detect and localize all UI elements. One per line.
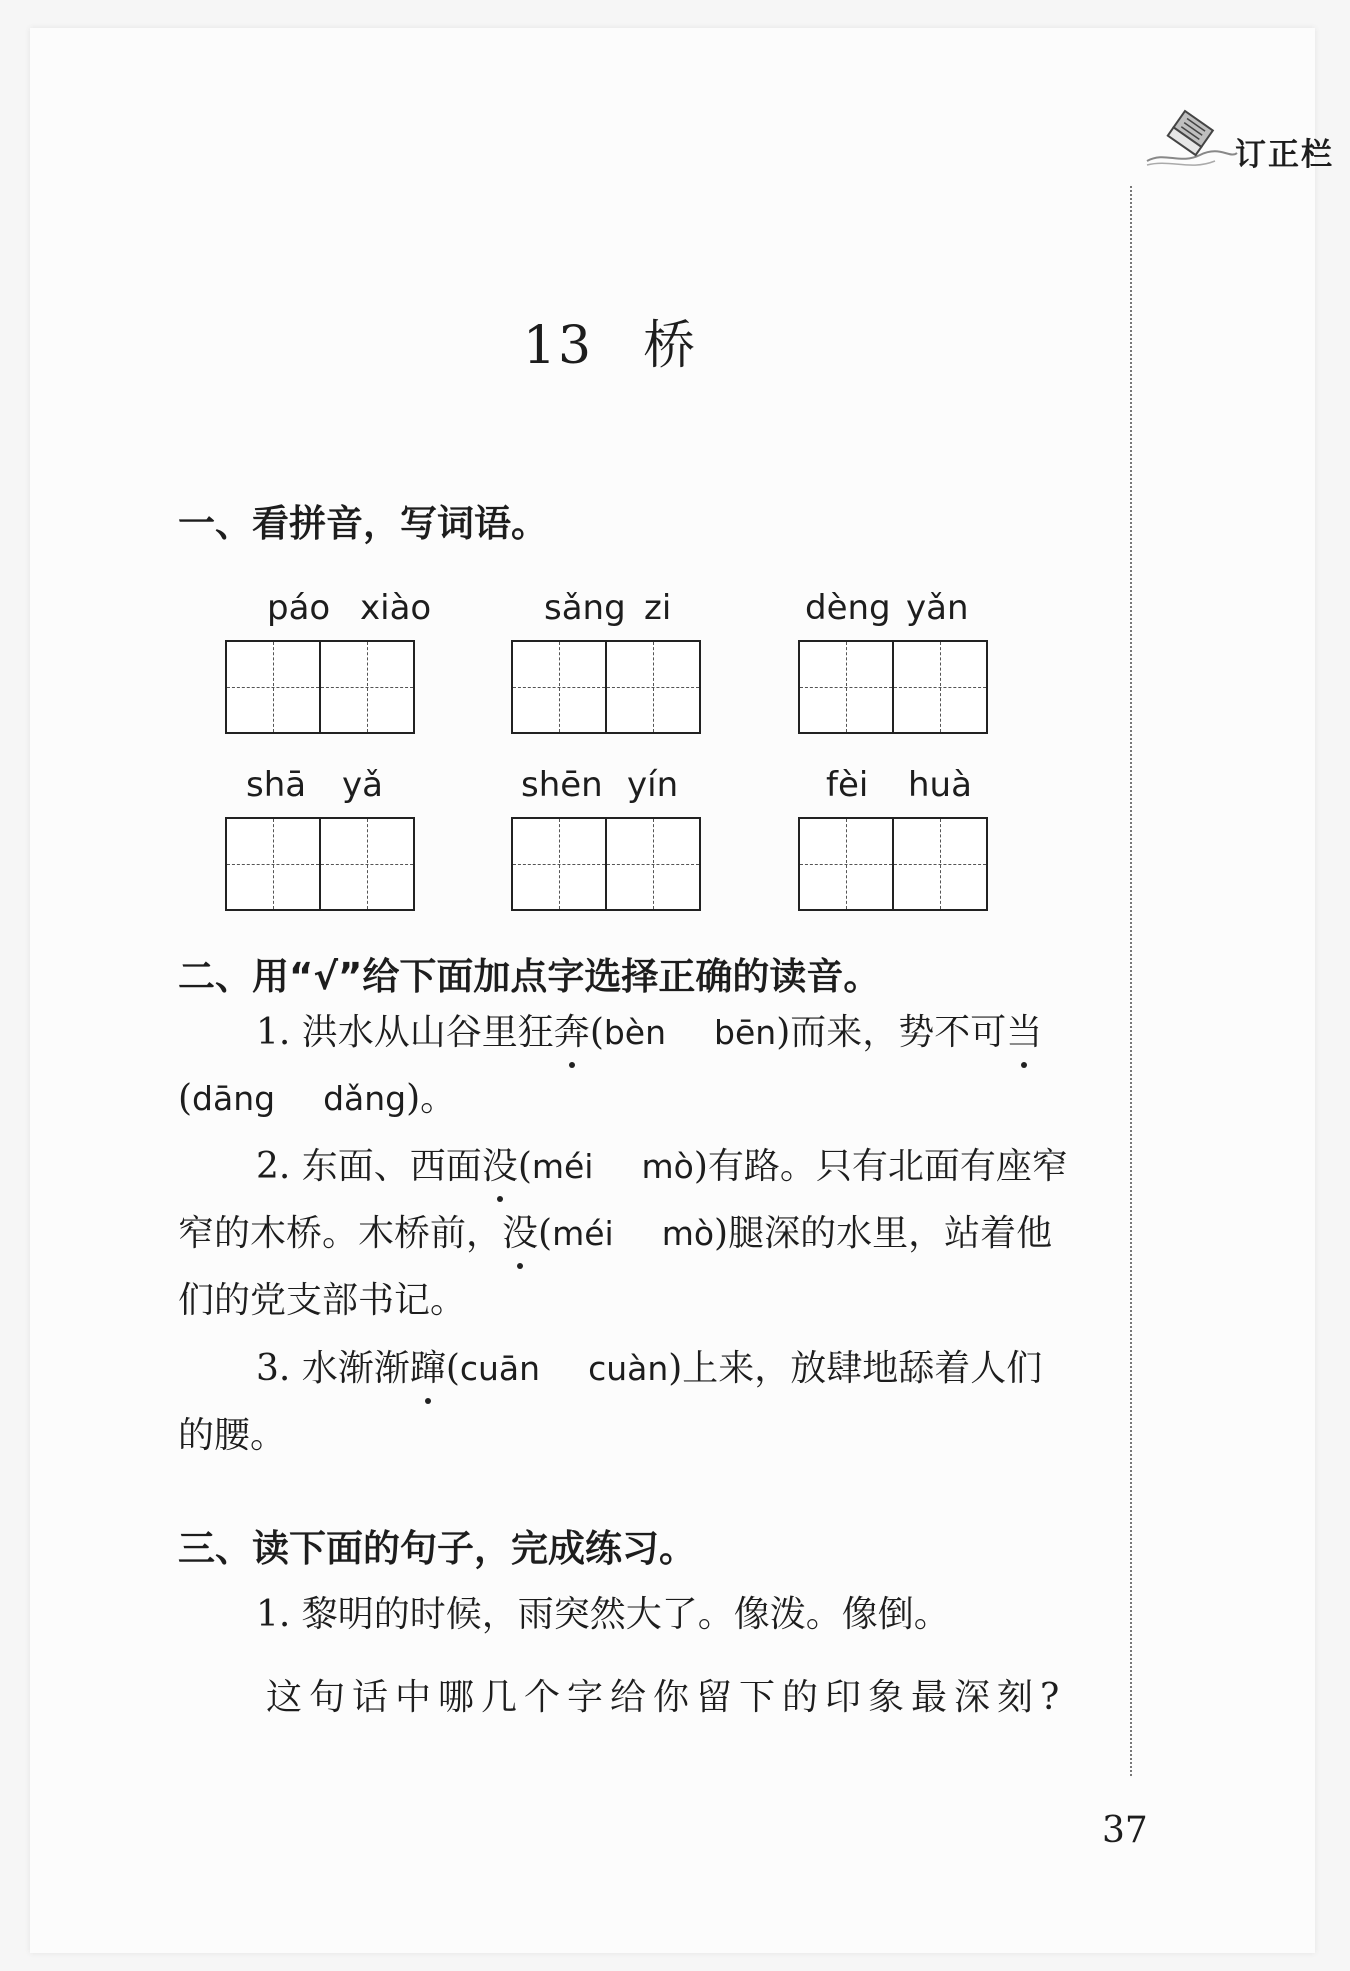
- lesson-number: 13: [522, 316, 594, 376]
- dotted-char: 没: [502, 1209, 538, 1259]
- q2-line1: 2. 东面、西面没(méi mò)有路。只有北面有座窄: [178, 1142, 1191, 1192]
- lesson-title: [230, 303, 990, 378]
- correction-divider: [1130, 186, 1132, 1776]
- section2-heading: 二、用“√”给下面加点字选择正确的读音。: [178, 955, 881, 998]
- section3-question: 这句话中哪几个字给你留下的印象最深刻?: [266, 1677, 1067, 1718]
- dotted-char: 蹿: [410, 1344, 446, 1394]
- reading-option[interactable]: méi: [552, 1214, 614, 1253]
- writing-grid[interactable]: [225, 640, 415, 734]
- pinyin-5a: shēn: [521, 765, 603, 805]
- pinyin-6b: huà: [908, 765, 972, 805]
- pinyin-5b: yín: [627, 765, 679, 805]
- lesson-name: 桥: [643, 316, 698, 376]
- writing-grid[interactable]: [798, 817, 988, 911]
- q2-line3: 们的党支部书记。: [178, 1280, 467, 1321]
- pinyin-4b: yǎ: [342, 765, 383, 805]
- writing-grid[interactable]: [511, 640, 701, 734]
- pinyin-4a: shā: [246, 765, 307, 805]
- pinyin-2a: sǎng: [544, 588, 626, 628]
- correction-label: 订正栏: [1235, 137, 1334, 173]
- reading-option[interactable]: cuān: [459, 1349, 541, 1388]
- reading-option[interactable]: dǎng: [323, 1079, 407, 1118]
- reading-option[interactable]: méi: [531, 1147, 594, 1186]
- reading-option[interactable]: mò: [661, 1214, 715, 1253]
- q1-line1: 1. 洪水从山谷里狂奔(bèn bēn)而来，势不可当: [178, 1008, 1191, 1058]
- dotted-char: 奔: [554, 1008, 590, 1058]
- q2-line2: 窄的木桥。木桥前，没(méi mò)腿深的水里，站着他: [178, 1209, 1113, 1259]
- q3-line1: 3. 水渐渐蹿(cuān cuàn)上来，放肆地舔着人们: [178, 1344, 1191, 1394]
- reading-option[interactable]: dāng: [192, 1079, 276, 1118]
- pinyin-1b: xiào: [360, 588, 432, 628]
- reading-option[interactable]: mò: [641, 1147, 694, 1186]
- section3-sentence: 1. 黎明的时候，雨突然大了。像泼。像倒。: [256, 1594, 950, 1635]
- pinyin-3b: yǎn: [906, 588, 969, 628]
- pinyin-3a: dèng: [805, 588, 891, 628]
- q1-line2: (dāng dǎng)。: [178, 1078, 457, 1119]
- section1-heading: 一、看拼音，写词语。: [178, 502, 548, 545]
- eraser-icon: [1145, 103, 1240, 173]
- q3-line2: 的腰。: [178, 1415, 287, 1456]
- pinyin-2b: zi: [644, 588, 672, 628]
- reading-option[interactable]: bēn: [714, 1013, 777, 1052]
- pinyin-1a: páo: [267, 588, 331, 628]
- section3-heading: 三、读下面的句子，完成练习。: [178, 1527, 696, 1570]
- reading-option[interactable]: bèn: [603, 1013, 667, 1052]
- workbook-page: [30, 28, 1334, 1953]
- dotted-char: 没: [482, 1142, 518, 1192]
- correction-header: [1145, 103, 1350, 183]
- dotted-char: 当: [1006, 1008, 1042, 1058]
- writing-grid[interactable]: [225, 817, 415, 911]
- reading-option[interactable]: cuàn: [588, 1349, 669, 1388]
- pinyin-6a: fèi: [826, 765, 869, 805]
- writing-grid[interactable]: [511, 817, 701, 911]
- writing-grid[interactable]: [798, 640, 988, 734]
- page-number: 37: [1102, 1810, 1148, 1851]
